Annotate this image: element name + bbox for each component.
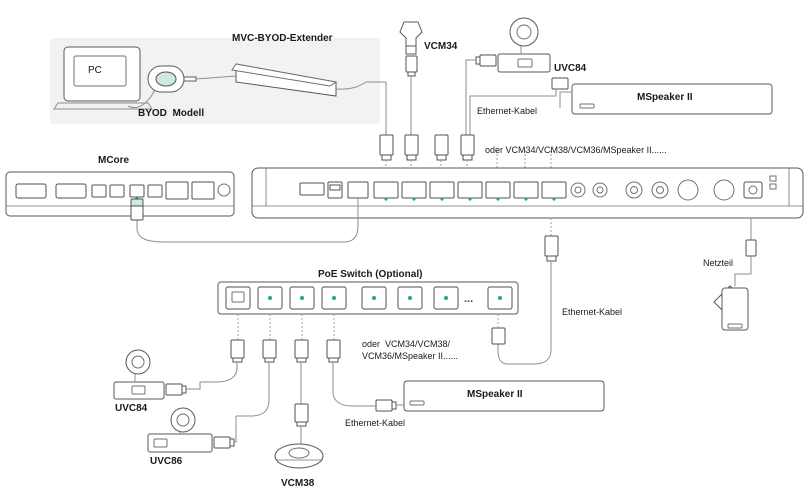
mspeaker-top-label: MSpeaker II [637, 92, 693, 103]
cable-to-uvc84-bottom [200, 362, 237, 382]
pc-laptop-graphic [54, 47, 152, 109]
uvc86-graphic [148, 408, 236, 452]
ethernet-top-label: Ethernet-Kabel [477, 106, 538, 116]
netzteil-label: Netzteil [703, 258, 734, 268]
mcore-graphic [6, 172, 234, 216]
mspeaker-bottom-label: MSpeaker II [467, 389, 523, 400]
uvc86-label: UVC86 [150, 456, 183, 467]
uvc84-top-label: UVC84 [554, 63, 587, 74]
mbar-device-graphic [252, 168, 803, 218]
uvc84-top-graphic [466, 18, 550, 135]
extender-label: MVC-BYOD-Extender [232, 33, 333, 44]
note-mid-line2: VCM36/MSpeaker II...... [362, 351, 459, 361]
ethernet-bottom-label: Ethernet-Kabel [345, 418, 406, 428]
netzteil-graphic [714, 218, 756, 330]
vcm34-label: VCM34 [424, 41, 458, 52]
note-mid-line1: oder VCM34/VCM38/ [362, 339, 451, 349]
vcm34-graphic [400, 22, 422, 135]
uvc84-bottom-graphic [114, 350, 200, 399]
byod-panel-label: BYOD Modell [138, 108, 205, 119]
cable-to-mspeaker-bottom [333, 362, 374, 406]
ethernet-mid-label: Ethernet-Kabel [562, 307, 623, 317]
poe-dots-label: ... [464, 293, 474, 305]
cable-to-uvc86 [236, 362, 269, 416]
uvc84-bottom-label: UVC84 [115, 403, 148, 414]
mcore-label: MCore [98, 155, 130, 166]
pc-label: PC [88, 65, 102, 76]
poe-uplink-plug [545, 236, 558, 256]
vcm38-graphic [275, 362, 323, 468]
vcm38-label: VCM38 [281, 478, 315, 489]
note-top-label: oder VCM34/VCM38/VCM36/MSpeaker II...... [485, 145, 667, 155]
poe-switch-label: PoE Switch (Optional) [318, 269, 423, 280]
mcore-plug [131, 206, 143, 220]
